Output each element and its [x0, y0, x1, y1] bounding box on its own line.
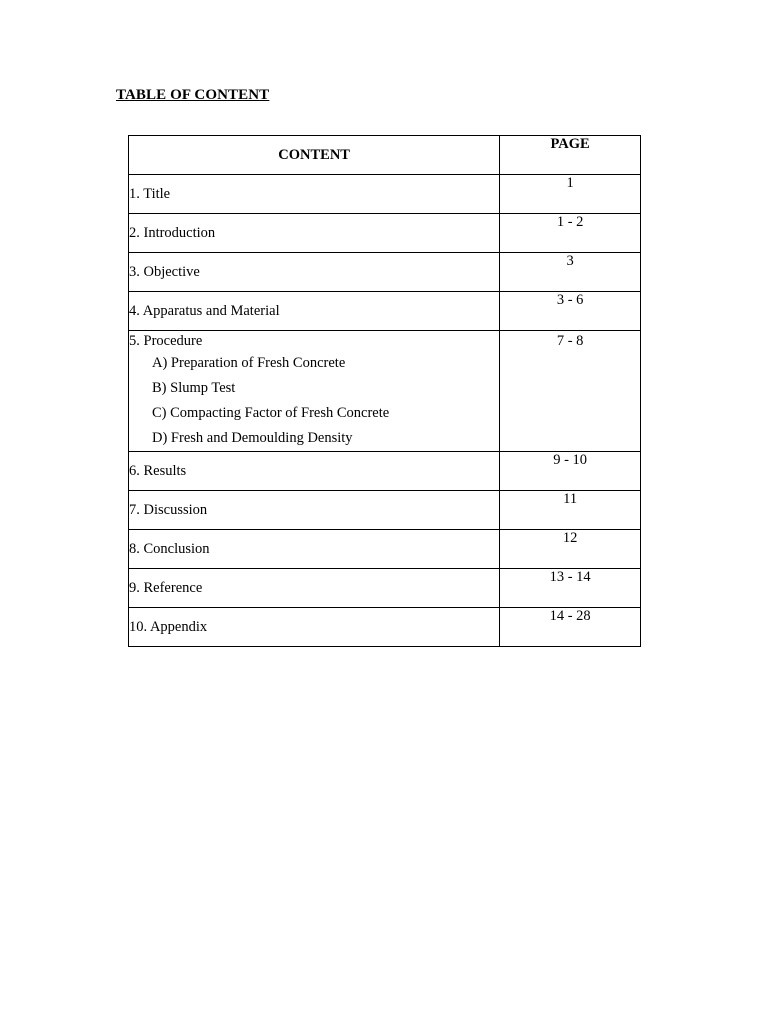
- toc-entry-pages: 1 - 2: [500, 214, 641, 253]
- table-of-contents: [128, 135, 641, 647]
- page-title: TABLE OF CONTENT: [116, 87, 270, 103]
- toc-entry-pages: 1: [500, 175, 641, 214]
- toc-entry-pages: 12: [500, 530, 641, 569]
- toc-entry-pages: 13 - 14: [500, 569, 641, 608]
- table-row: [129, 331, 641, 452]
- toc-subentry: B) Slump Test: [152, 380, 236, 396]
- toc-entry-label: 10. Appendix: [129, 608, 500, 647]
- toc-entry-pages: 3 - 6: [500, 292, 641, 331]
- toc-entry-label: 7. Discussion: [129, 491, 500, 530]
- toc-subentry: C) Compacting Factor of Fresh Concrete: [152, 405, 390, 421]
- toc-entry-procedure: [129, 331, 500, 452]
- toc-entry-pages: 9 - 10: [500, 452, 641, 491]
- column-header-content: CONTENT: [129, 136, 500, 175]
- table-row: [129, 569, 641, 608]
- toc-entry-label: 4. Apparatus and Material: [129, 292, 500, 331]
- toc-entry-pages: 14 - 28: [500, 608, 641, 647]
- table-row: [129, 214, 641, 253]
- table-row: [129, 452, 641, 491]
- table-row: [129, 608, 641, 647]
- table-row: [129, 292, 641, 331]
- table-header-row: [129, 136, 641, 175]
- toc-entry-label: 8. Conclusion: [129, 530, 500, 569]
- toc-entry-label: 2. Introduction: [129, 214, 500, 253]
- column-header-page: PAGE: [500, 136, 641, 175]
- table-row: [129, 253, 641, 292]
- toc-entry-label: 9. Reference: [129, 569, 500, 608]
- toc-entry-pages: 11: [500, 491, 641, 530]
- toc-entry-label: 3. Objective: [129, 253, 500, 292]
- toc-entry-pages: 7 - 8: [500, 331, 641, 452]
- table-row: [129, 491, 641, 530]
- toc-entry-label: 6. Results: [129, 452, 500, 491]
- table-row: [129, 175, 641, 214]
- table-row: [129, 530, 641, 569]
- toc-entry-label: 1. Title: [129, 175, 500, 214]
- toc-subentry: A) Preparation of Fresh Concrete: [152, 355, 346, 371]
- toc-entry-label: 5. Procedure: [129, 333, 203, 349]
- toc-entry-pages: 3: [500, 253, 641, 292]
- toc-subentry: D) Fresh and Demoulding Density: [152, 430, 353, 446]
